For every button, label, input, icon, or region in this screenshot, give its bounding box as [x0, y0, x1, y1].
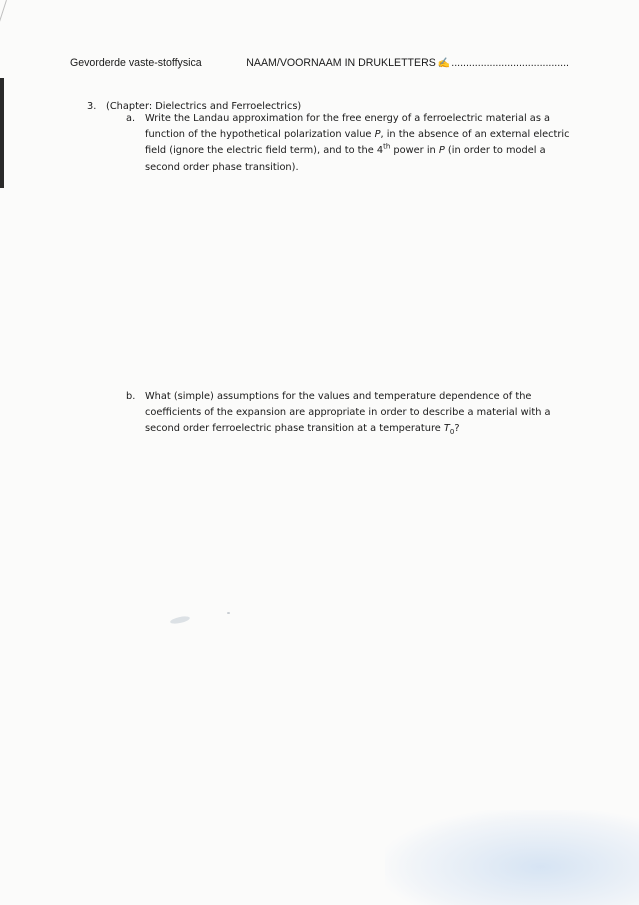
question-part-a: [126, 111, 576, 176]
part-text: Write the Landau approximation for the free energy of a ferroelectric material as a function of the hypothetical polarization value P, in the absence of an external electric field (ignore the electric field term), and to the 4th power in P (in order to model a second order phase transition).: [145, 113, 570, 173]
staple-mark: [0, 78, 4, 188]
part-text: What (simple) assumptions for the values and temperature dependence of the coefficients of the expansion are appropriate in order to describe a material with a second order ferroelectric phase transition at a temperature $T_0$?: [145, 391, 551, 437]
margin-line: [0, 0, 7, 86]
part-label: b.: [126, 391, 136, 402]
name-field-label: NAAM/VOORNAAM IN DRUKLETTERS: [246, 57, 436, 69]
question-part-b: [126, 389, 576, 438]
page-header: [70, 57, 569, 69]
ink-speck: [227, 612, 230, 614]
question-title: (Chapter: Dielectrics and Ferroelectrics): [106, 101, 302, 112]
ink-smudge: [170, 615, 191, 625]
handwritten-mark-icon: ✍: [437, 58, 451, 69]
paper-stain: [385, 810, 639, 905]
part-label: a.: [126, 113, 136, 124]
name-field-blank: ........................................: [451, 57, 569, 69]
course-title: Gevorderde vaste-stoffysica: [70, 57, 202, 69]
question-number: 3.: [87, 101, 97, 112]
